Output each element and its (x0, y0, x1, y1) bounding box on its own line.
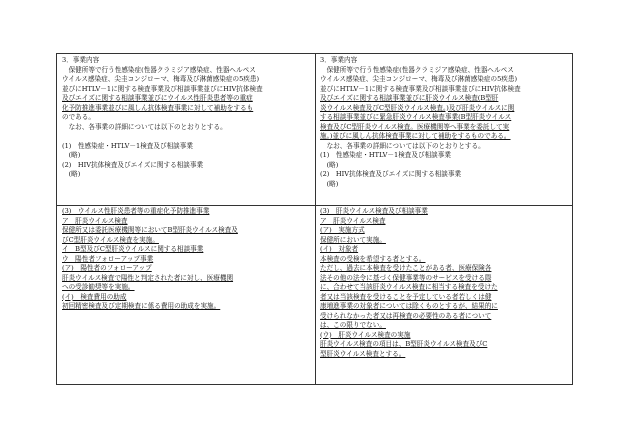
body-line: 法その他の法令に基づく保健事業等のサービスを受ける際 (320, 273, 492, 282)
body-line: 肝炎ウイルス検査の項目は、B型肝炎ウイルス検査及びC (320, 340, 488, 348)
paragraph-line: 施。)並びに風しん抗体検査事業に対して補助をするものである。 (320, 132, 511, 140)
body-line: 肝炎ウイルス検査で陽性と判定された者に対し、医療機関 (62, 273, 234, 282)
left-bottom-cell (62, 207, 238, 312)
section-heading: 3．事業内容 (62, 56, 100, 64)
body-line: 受けられなかった者又は再検査の必要性のある者について (320, 311, 492, 320)
spacer (62, 132, 263, 142)
paragraph-line: なお、各事業の詳細については以下のとおりとする。 (320, 141, 485, 150)
body-line: は、この限りでない。 (320, 321, 386, 329)
omitted-note: (略) (320, 160, 339, 169)
comparison-table (56, 53, 573, 385)
sub-heading: イ B型及びC型肝炎ウイルスに関する相談事業 (62, 245, 204, 253)
item-heading: (1) 性感染症・HTLV－1検査及び相談事業 (320, 151, 451, 159)
omitted-note: (略) (62, 151, 81, 159)
column-divider (315, 54, 316, 384)
paragraph-line: のである。 (62, 113, 95, 121)
body-line: 康増進事業の対象者については除くものとするが、結果的に (320, 302, 498, 310)
paragraph-line: 炎ウイルス検査及びC型肝炎ウイルス検査。)及び肝炎ウイルスに関 (320, 103, 515, 112)
body-line: 型肝炎ウイルス検査とする。 (320, 349, 406, 358)
sub-sub-heading: (イ) 検査費用の助成 (62, 292, 127, 301)
omitted-note: (略) (320, 179, 339, 188)
body-line: 初回精密検査及び定期検査に係る費用の助成を実施。 (62, 302, 221, 310)
paragraph-line: ウイルス感染症、尖圭コンジローマ、梅毒及び淋菌感染症の5疾患) (320, 75, 518, 83)
paragraph-line: なお、各事業の詳細については以下のとおりとする。 (62, 122, 227, 131)
sub-sub-heading: (ア) 陽性者のフォローアップ (62, 264, 152, 272)
row-divider (57, 205, 572, 206)
paragraph-line: 保健所等で行う性感染症(性器クラミジア感染症、性器ヘルペス (320, 65, 514, 74)
sub-sub-heading: (ウ) 肝炎ウイルス検査の実施 (320, 330, 411, 339)
body-line: びC型肝炎ウイルス検査を実施。 (62, 235, 159, 244)
paragraph-line: 及びエイズに関する相談事業並びに肝炎ウイルス検査(B型肝 (320, 94, 499, 102)
body-line: 本検査の受検を希望する者とする。 (320, 254, 426, 263)
paragraph-line: 並びにHTLV－1に関する検査事業及び相談事業並びにHIV抗体検査 (62, 84, 263, 93)
item-heading: (2) HIV抗体検査及びエイズに関する相談事業 (320, 170, 462, 178)
paragraph-line: 並びにHTLV－1に関する検査事業及び相談事業並びにHIV抗体検査 (320, 84, 521, 93)
paragraph-line: ウイルス感染症、尖圭コンジローマ、梅毒及び淋菌感染症の5疾患) (62, 75, 260, 83)
sub-heading: ア 肝炎ウイルス検査 (62, 216, 128, 225)
left-top-cell (62, 56, 263, 180)
item-heading: (2) HIV抗体検査及びエイズに関する相談事業 (62, 160, 204, 169)
body-line: 保健所又は委託医療機関等においてB型肝炎ウイルス検査及 (62, 226, 238, 234)
section-heading: 3．事業内容 (320, 56, 358, 64)
sub-sub-heading: (ア) 実施方式 (320, 226, 365, 234)
omitted-note: (略) (62, 170, 81, 178)
body-line: に、合わせて当該肝炎ウイルス検査に相当する検査を受けた (320, 283, 498, 291)
item-heading: (1) 性感染症・HTLV－1検査及び相談事業 (62, 141, 193, 150)
paragraph-line: 保健所等で行う性感染症(性器クラミジア感染症、性器ヘルペス (62, 65, 256, 74)
item-heading: (3) ウイルス性肝炎患者等の重症化予防推進事業 (62, 207, 210, 215)
item-heading: (3) 肝炎ウイルス検査及び相談事業 (320, 207, 428, 215)
sub-heading: ア 肝炎ウイルス検査 (320, 216, 386, 225)
paragraph-line: 化予防推進事業並びに風しん抗体検査事業に対して補助をするも (62, 103, 254, 112)
paragraph-line: する相談事業並びに緊急肝炎ウイルス検査事業(B型肝炎ウイルス (320, 113, 512, 121)
body-line: 保健所において実施。 (320, 235, 386, 244)
sub-sub-heading: (イ) 対象者 (320, 245, 359, 253)
body-line: 者又は当該検査を受けることを予定している者若しくは健 (320, 292, 492, 301)
body-line: ただし、過去に本検査を受けたことがある者、医療保険各 (320, 264, 492, 272)
sub-heading: ウ 陽性者フォローアップ事業 (62, 254, 154, 263)
right-top-cell (320, 56, 521, 189)
paragraph-line: 及びエイズに関する相談事業並びにウイルス性肝炎患者等の重症 (62, 94, 253, 102)
paragraph-line: 検査及びC型肝炎ウイルス検査。医療機関等へ事業を委託して実 (320, 122, 510, 131)
right-bottom-cell (320, 207, 498, 359)
body-line: への受診勧奨等を実施。 (62, 283, 135, 291)
